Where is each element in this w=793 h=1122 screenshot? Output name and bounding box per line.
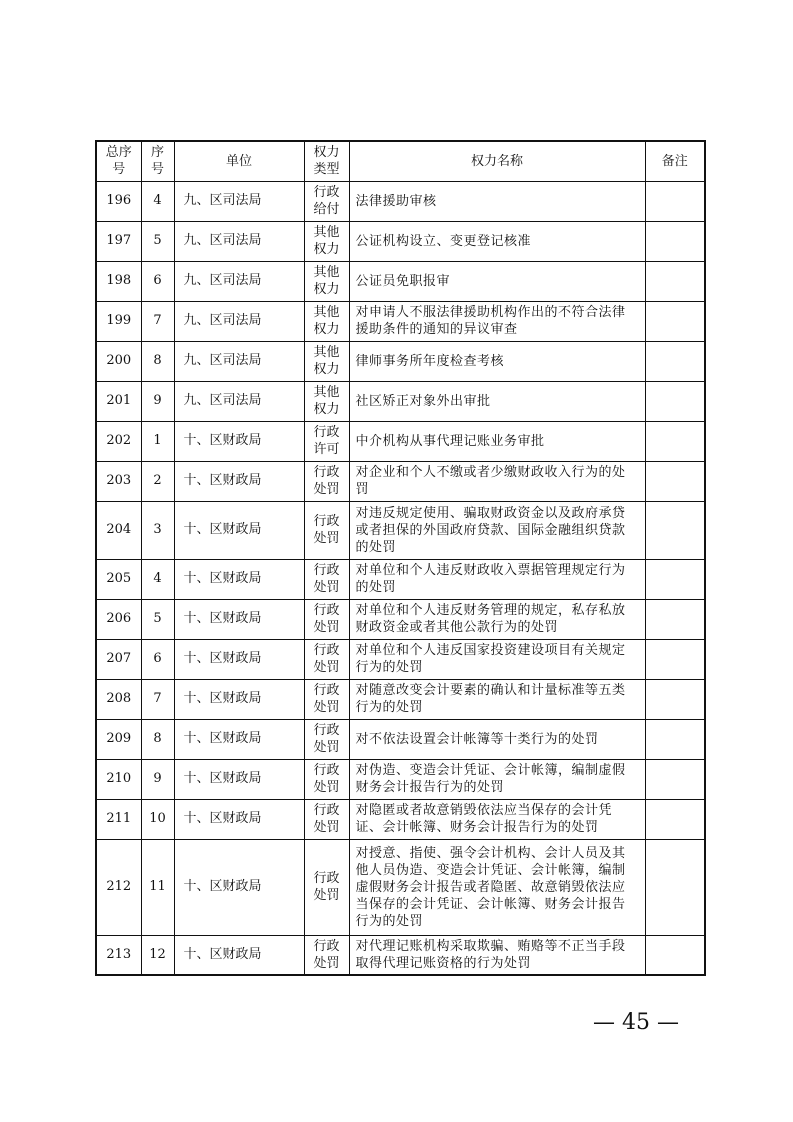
cell-power-name: 中介机构从事代理记账业务审批 (349, 421, 645, 461)
cell-power-name: 对单位和个人违反财政收入票据管理规定行为的处罚 (349, 559, 645, 599)
cell-total-no: 198 (96, 261, 141, 301)
table-body (96, 181, 705, 975)
cell-seq-no: 8 (141, 341, 174, 381)
power-type-text: 行政许可 (313, 425, 340, 457)
power-type-text: 行政处罚 (313, 603, 340, 635)
cell-power-name: 对隐匿或者故意销毁依法应当保存的会计凭证、会计帐簿、财务会计报告行为的处罚 (349, 799, 645, 839)
cell-unit: 十、区财政局 (174, 935, 304, 975)
cell-power-name: 对企业和个人不缴或者少缴财政收入行为的处罚 (349, 461, 645, 501)
cell-remark (645, 461, 705, 501)
cell-total-no: 210 (96, 759, 141, 799)
cell-unit: 十、区财政局 (174, 639, 304, 679)
table-row (96, 639, 705, 679)
power-type-text: 行政处罚 (313, 514, 340, 546)
cell-total-no: 196 (96, 181, 141, 221)
cell-seq-no: 5 (141, 221, 174, 261)
power-type-text: 行政处罚 (313, 563, 340, 595)
cell-unit: 十、区财政局 (174, 759, 304, 799)
cell-power-type (304, 639, 349, 679)
cell-power-type (304, 559, 349, 599)
table-row (96, 679, 705, 719)
cell-power-name: 社区矫正对象外出审批 (349, 381, 645, 421)
cell-remark (645, 799, 705, 839)
cell-seq-no: 12 (141, 935, 174, 975)
cell-remark (645, 559, 705, 599)
table-row (96, 421, 705, 461)
table-row (96, 181, 705, 221)
cell-remark (645, 935, 705, 975)
cell-seq-no: 2 (141, 461, 174, 501)
cell-power-type (304, 759, 349, 799)
power-type-text: 行政处罚 (313, 871, 340, 903)
cell-power-type (304, 381, 349, 421)
power-type-text: 其他权力 (313, 385, 340, 417)
cell-power-type (304, 501, 349, 559)
cell-unit: 十、区财政局 (174, 501, 304, 559)
cell-unit: 九、区司法局 (174, 221, 304, 261)
power-type-text: 行政处罚 (313, 683, 340, 715)
power-type-text: 行政处罚 (313, 465, 340, 497)
cell-seq-no: 8 (141, 719, 174, 759)
cell-remark (645, 839, 705, 935)
cell-seq-no: 11 (141, 839, 174, 935)
table-row (96, 501, 705, 559)
cell-power-name: 对不依法设置会计帐簿等十类行为的处罚 (349, 719, 645, 759)
cell-remark (645, 341, 705, 381)
cell-unit: 十、区财政局 (174, 421, 304, 461)
cell-seq-no: 6 (141, 261, 174, 301)
cell-total-no: 200 (96, 341, 141, 381)
cell-power-name: 对单位和个人违反国家投资建设项目有关规定行为的处罚 (349, 639, 645, 679)
cell-remark (645, 181, 705, 221)
cell-seq-no: 5 (141, 599, 174, 639)
power-type-text: 行政处罚 (313, 938, 340, 971)
cell-total-no: 203 (96, 461, 141, 501)
cell-power-type (304, 181, 349, 221)
cell-power-type (304, 935, 349, 975)
cell-power-name: 公证员免职报审 (349, 261, 645, 301)
cell-remark (645, 599, 705, 639)
cell-total-no: 206 (96, 599, 141, 639)
cell-power-name: 对授意、指使、强令会计机构、会计人员及其他人员伪造、变造会计凭证、会计帐簿，编制虚假财务会计报告或者隐匿、故意销毁依法应当保存的会计凭证、会计帐簿、财务会计报告行为的处罚 (349, 839, 645, 935)
table-row (96, 261, 705, 301)
cell-remark (645, 421, 705, 461)
cell-total-no: 208 (96, 679, 141, 719)
table-row (96, 381, 705, 421)
cell-seq-no: 4 (141, 181, 174, 221)
table-row (96, 461, 705, 501)
cell-power-type (304, 799, 349, 839)
cell-total-no: 212 (96, 839, 141, 935)
header-power-type: 权力类型 (304, 141, 349, 181)
cell-power-type (304, 719, 349, 759)
cell-power-name: 律师事务所年度检查考核 (349, 341, 645, 381)
cell-seq-no: 9 (141, 381, 174, 421)
header-power-name: 权力名称 (349, 141, 645, 181)
power-type-text: 其他权力 (313, 225, 340, 257)
cell-unit: 十、区财政局 (174, 599, 304, 639)
cell-remark (645, 719, 705, 759)
cell-remark (645, 301, 705, 341)
table-row (96, 759, 705, 799)
cell-seq-no: 1 (141, 421, 174, 461)
power-type-text: 其他权力 (313, 305, 340, 337)
cell-total-no: 199 (96, 301, 141, 341)
cell-unit: 九、区司法局 (174, 181, 304, 221)
table-row (96, 799, 705, 839)
header-total-no: 总序号 (96, 141, 141, 181)
cell-seq-no: 3 (141, 501, 174, 559)
cell-power-type (304, 839, 349, 935)
cell-power-name: 对违反规定使用、骗取财政资金以及政府承贷或者担保的外国政府贷款、国际金融组织贷款的处罚 (349, 501, 645, 559)
cell-remark (645, 261, 705, 301)
power-type-text: 行政处罚 (313, 723, 340, 755)
power-type-text: 行政处罚 (313, 643, 340, 675)
cell-seq-no: 6 (141, 639, 174, 679)
cell-unit: 九、区司法局 (174, 261, 304, 301)
cell-seq-no: 7 (141, 679, 174, 719)
cell-power-type (304, 461, 349, 501)
cell-power-name: 公证机构设立、变更登记核准 (349, 221, 645, 261)
cell-power-type (304, 301, 349, 341)
table-row (96, 301, 705, 341)
cell-remark (645, 221, 705, 261)
cell-total-no: 211 (96, 799, 141, 839)
cell-seq-no: 10 (141, 799, 174, 839)
cell-power-name: 对单位和个人违反财务管理的规定，私存私放财政资金或者其他公款行为的处罚 (349, 599, 645, 639)
cell-power-type (304, 261, 349, 301)
cell-power-name: 对代理记账机构采取欺骗、贿赂等不正当手段取得代理记账资格的行为处罚 (349, 935, 645, 975)
cell-unit: 十、区财政局 (174, 719, 304, 759)
table-row (96, 719, 705, 759)
cell-remark (645, 381, 705, 421)
cell-power-type (304, 221, 349, 261)
cell-remark (645, 639, 705, 679)
page-number: — 45 — (593, 1010, 679, 1035)
cell-seq-no: 7 (141, 301, 174, 341)
table-row (96, 221, 705, 261)
cell-power-type (304, 341, 349, 381)
cell-total-no: 207 (96, 639, 141, 679)
cell-unit: 十、区财政局 (174, 839, 304, 935)
cell-seq-no: 4 (141, 559, 174, 599)
header-remark: 备注 (645, 141, 705, 181)
cell-power-type (304, 421, 349, 461)
power-type-text: 行政处罚 (313, 803, 340, 835)
cell-power-name: 法律援助审核 (349, 181, 645, 221)
cell-power-name: 对申请人不服法律援助机构作出的不符合法律援助条件的通知的异议审查 (349, 301, 645, 341)
cell-power-name: 对伪造、变造会计凭证、会计帐簿，编制虚假财务会计报告行为的处罚 (349, 759, 645, 799)
cell-power-type (304, 679, 349, 719)
cell-unit: 十、区财政局 (174, 461, 304, 501)
cell-remark (645, 759, 705, 799)
cell-unit: 九、区司法局 (174, 341, 304, 381)
cell-unit: 九、区司法局 (174, 301, 304, 341)
power-type-text: 行政给付 (313, 185, 340, 217)
cell-unit: 十、区财政局 (174, 799, 304, 839)
cell-total-no: 202 (96, 421, 141, 461)
power-type-text: 其他权力 (313, 345, 340, 377)
cell-total-no: 213 (96, 935, 141, 975)
table-header-row (96, 141, 705, 181)
cell-unit: 十、区财政局 (174, 679, 304, 719)
header-seq-no: 序号 (141, 141, 174, 181)
power-list-table (95, 140, 706, 976)
cell-total-no: 204 (96, 501, 141, 559)
cell-seq-no: 9 (141, 759, 174, 799)
table-row (96, 341, 705, 381)
cell-unit: 九、区司法局 (174, 381, 304, 421)
cell-power-type (304, 599, 349, 639)
cell-total-no: 197 (96, 221, 141, 261)
cell-remark (645, 679, 705, 719)
table-row (96, 935, 705, 975)
table-row (96, 559, 705, 599)
table-row (96, 839, 705, 935)
cell-power-name: 对随意改变会计要素的确认和计量标准等五类行为的处罚 (349, 679, 645, 719)
cell-total-no: 205 (96, 559, 141, 599)
cell-total-no: 209 (96, 719, 141, 759)
table-row (96, 599, 705, 639)
cell-total-no: 201 (96, 381, 141, 421)
power-type-text: 行政处罚 (313, 763, 340, 795)
cell-remark (645, 501, 705, 559)
cell-unit: 十、区财政局 (174, 559, 304, 599)
power-type-text: 其他权力 (313, 265, 340, 297)
header-unit: 单位 (174, 141, 304, 181)
